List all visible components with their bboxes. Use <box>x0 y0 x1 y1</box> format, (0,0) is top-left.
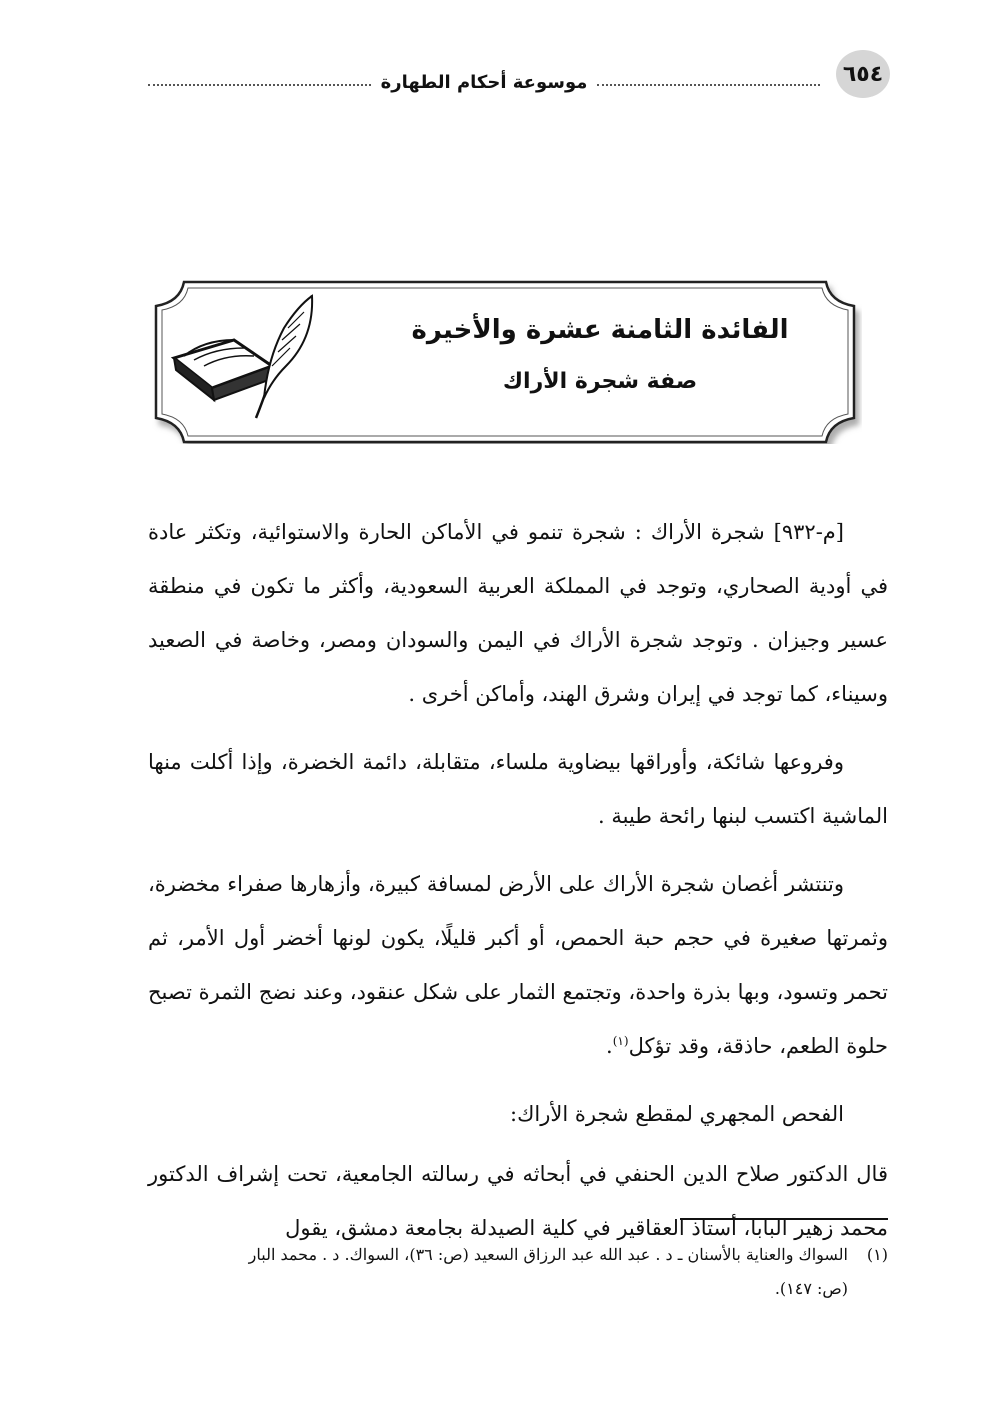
paragraph-3-text: وتنتشر أغصان شجرة الأراك على الأرض لمسافة كبيرة، وأزهارها صفراء مخضرة، وثمرتها صغيرة في حجم حبة الحمص، أو أكبر قليلًا، يكون لونها أخضر أول الأمر، ثم تحمر وتسود، وبها بذرة واحدة، وتجتمع الثمار على شكل عنقود، وعند نضج الثمرة تصبح حلوة الطعم، حاذقة، وقد تؤكل <box>148 872 888 1058</box>
paragraph-3-end: . <box>606 1034 613 1058</box>
header-dots-left <box>148 84 371 86</box>
page-number: ٦٥٤ <box>836 50 890 98</box>
section-title-box <box>148 280 862 444</box>
page-header <box>148 50 890 98</box>
footnote-divider <box>680 1218 888 1220</box>
body-text <box>148 505 888 1269</box>
footnote-text: السواك والعناية بالأسنان ـ د . عبد الله عبد الرزاق السعيد (ص: ٣٦)، السواك. د . محمد البار <box>248 1245 848 1264</box>
subheading: الفحص المجهري لمقطع شجرة الأراك: <box>510 1102 844 1126</box>
paragraph-last: قال الدكتور صلاح الدين الحنفي في أبحاثه في رسالته الجامعية، تحت إشراف الدكتور محمد زهير البابا، أستاذ العقاقير في كلية الصيدلة بجامعة دمشق، يقول <box>148 1162 888 1240</box>
paragraph-1: [م-٩٣٢] شجرة الأراك : شجرة تنمو في الأماكن الحارة والاستوائية، وتكثر عادة في أودية الصحاري، وتوجد في المملكة العربية السعودية، وأكثر ما تكون في منطقة عسير وجيزان . وتوجد شجرة الأراك في اليمن والسودان ومصر، وخاصة في الصعيد وسيناء، كما توجد في إيران وشرق الهند، وأماكن أخرى . <box>148 520 888 706</box>
footnote-reference[interactable]: (١) <box>612 1034 629 1048</box>
section-title: الفائدة الثامنة عشرة والأخيرة <box>411 315 789 345</box>
book-quill-icon <box>164 288 314 428</box>
footnote <box>148 1238 888 1306</box>
footnote-number: (١) <box>866 1245 888 1264</box>
footnote-line <box>148 1238 888 1272</box>
running-header <box>148 72 820 93</box>
footnote-continuation: (ص: ١٤٧). <box>774 1279 848 1298</box>
running-title: موسوعة أحكام الطهارة <box>380 72 588 93</box>
section-titles <box>358 310 842 402</box>
header-dots-right <box>597 84 820 86</box>
section-subtitle: صفة شجرة الأراك <box>502 369 698 394</box>
paragraph-3 <box>148 857 888 1073</box>
paragraph-2: وفروعها شائكة، وأوراقها بيضاوية ملساء، متقابلة، دائمة الخضرة، وإذا أكلت منها الماشية اكتسب لبنها رائحة طيبة . <box>148 750 888 828</box>
